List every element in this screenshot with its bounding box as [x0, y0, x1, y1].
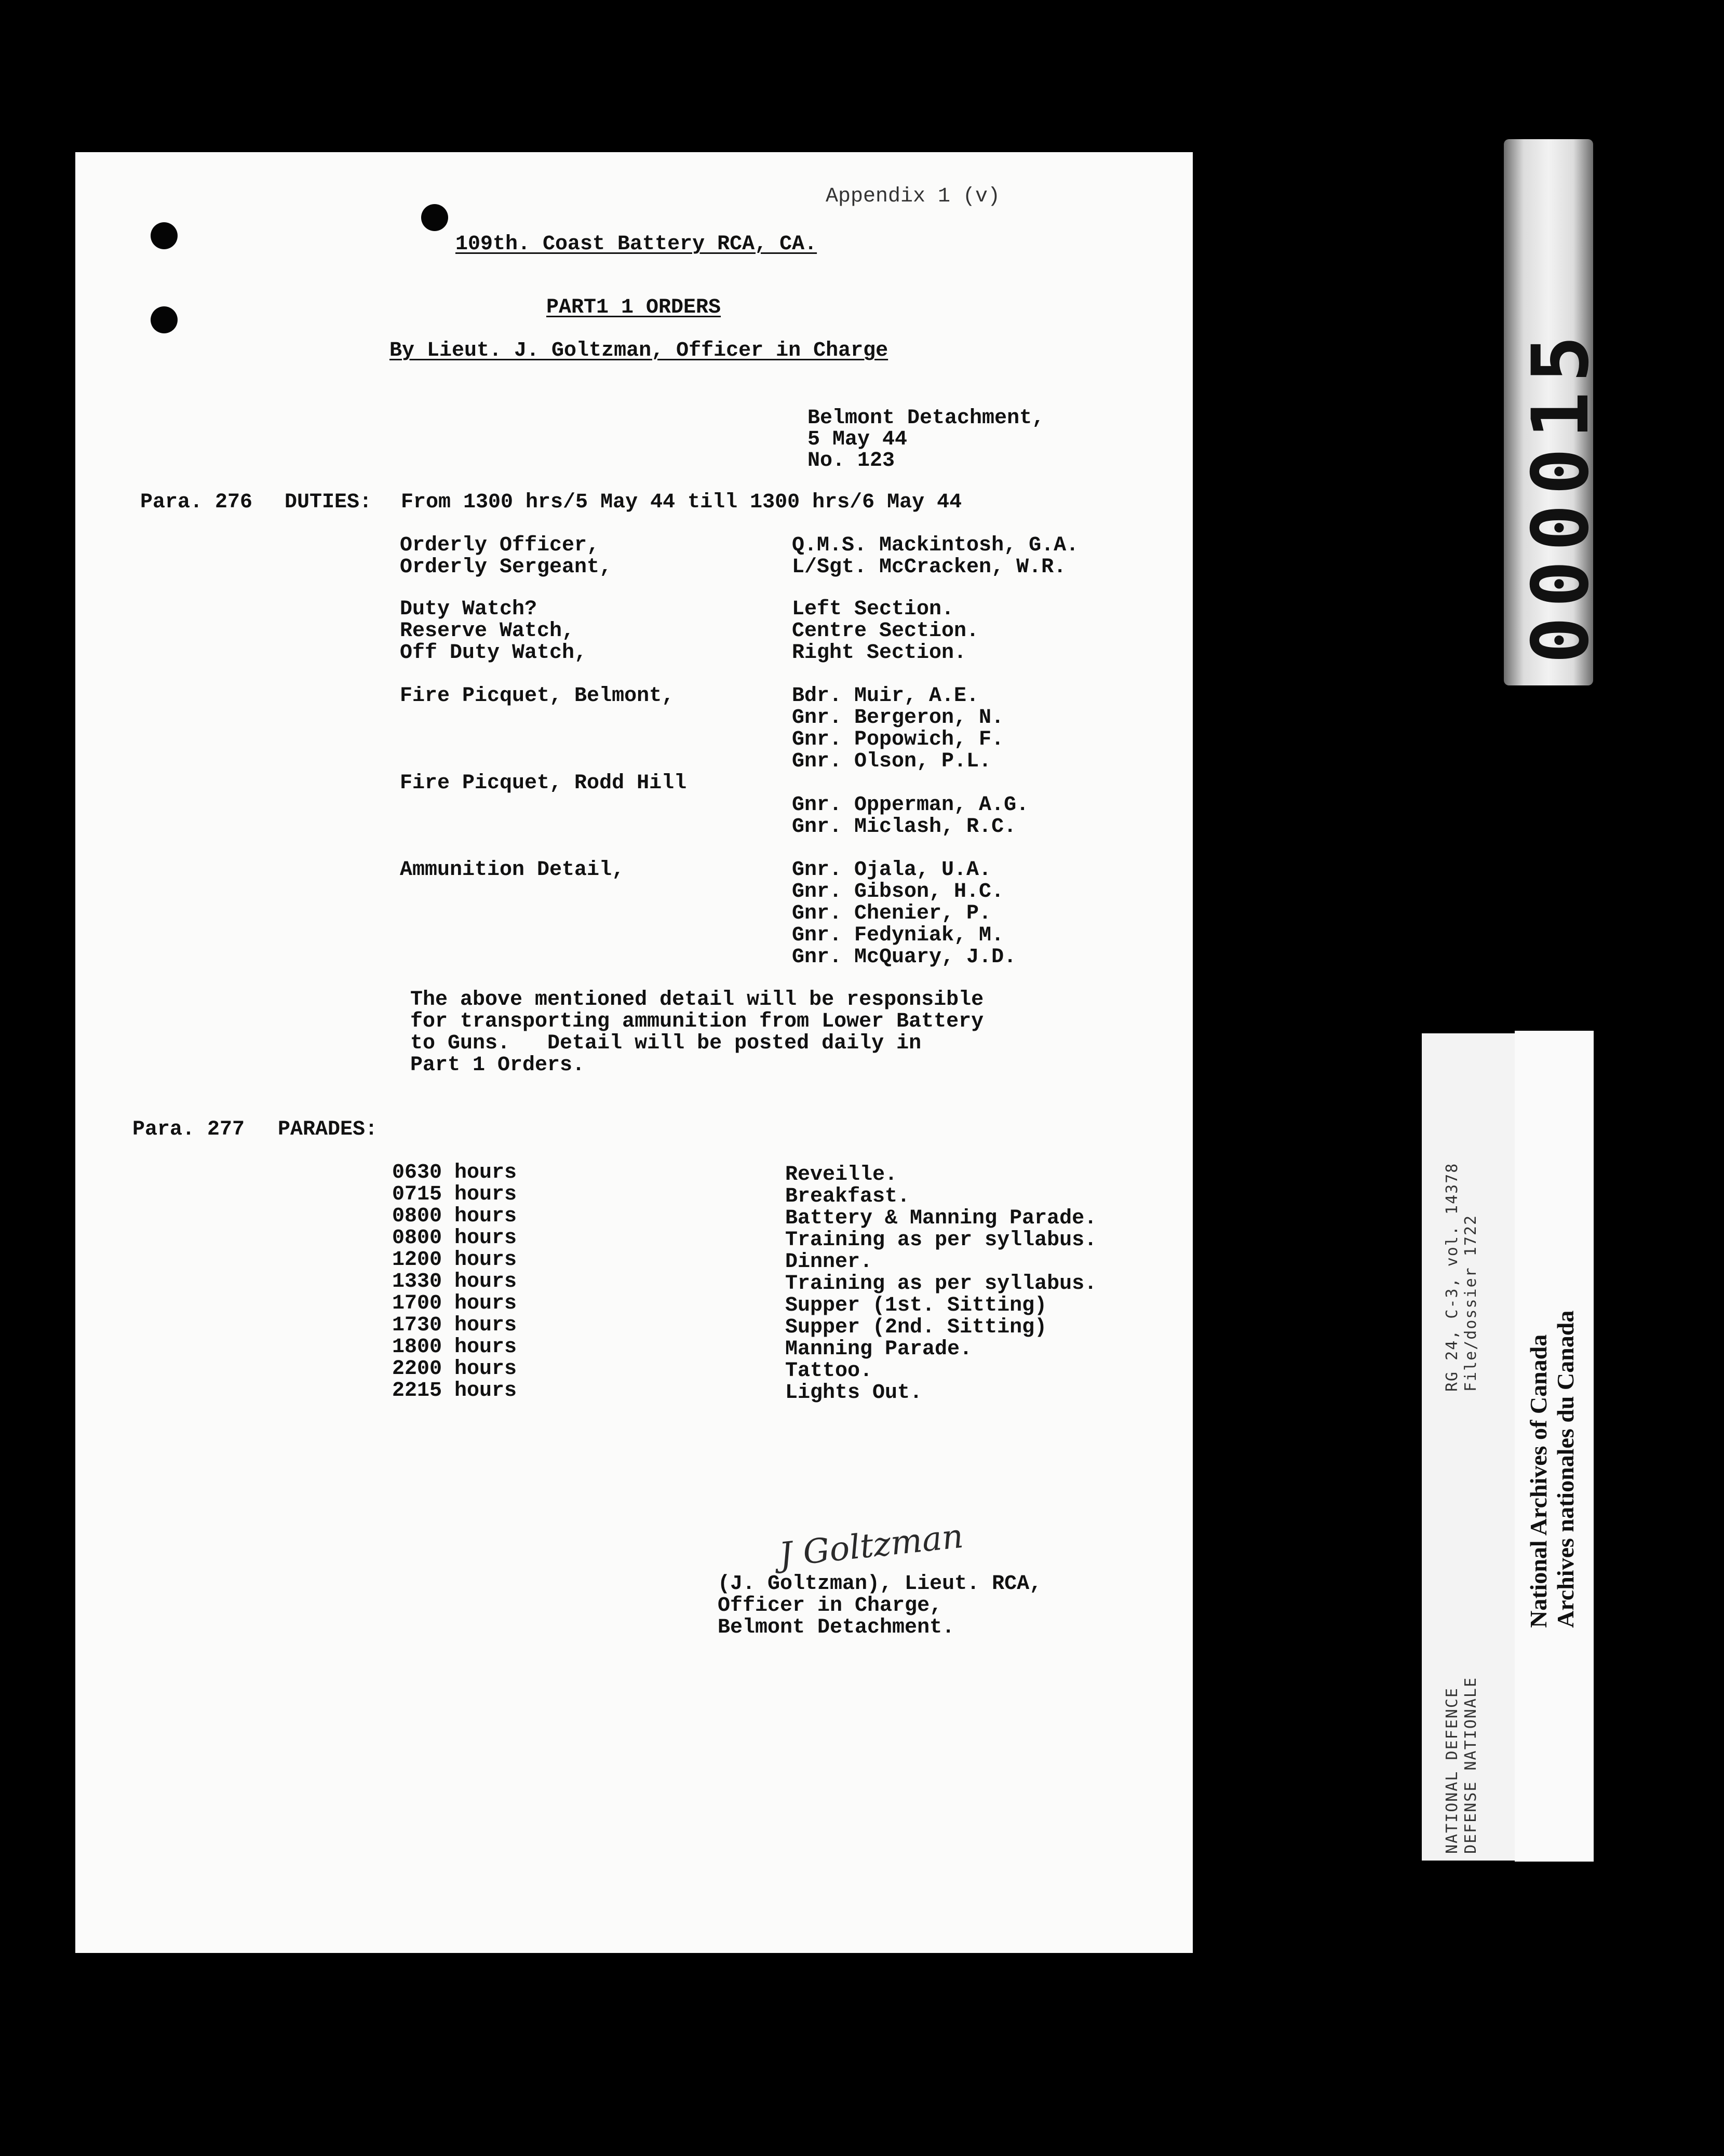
archive-file: File/dossier 1722	[1462, 1214, 1480, 1392]
detail-note: to Guns. Detail will be posted daily in	[410, 1032, 922, 1055]
issued-by: By Lieut. J. Goltzman, Officer in Charge	[389, 339, 888, 362]
parade-event: Supper (2nd. Sitting)	[785, 1316, 1047, 1339]
para-276-label: Para. 276	[140, 491, 253, 514]
duty-assignee: L/Sgt. McCracken, W.R.	[792, 556, 1067, 579]
duties-heading: DUTIES:	[285, 491, 372, 514]
archive-reference: RG 24, C-3, vol. 14378	[1443, 1162, 1461, 1392]
punch-hole	[151, 222, 178, 249]
frame-number-strip	[1504, 139, 1606, 685]
detachment-date: 5 May 44	[807, 428, 908, 451]
parade-event: Reveille.	[785, 1163, 898, 1187]
duty-assignee: Gnr. Chenier, P.	[792, 902, 992, 925]
parade-time: 1800 hours	[392, 1336, 517, 1359]
parade-event: Dinner.	[785, 1250, 873, 1274]
duty-assignee: Q.M.S. Mackintosh, G.A.	[792, 534, 1079, 557]
detail-note: for transporting ammunition from Lower Battery	[410, 1010, 984, 1033]
duty-assignee: Bdr. Muir, A.E.	[792, 684, 979, 708]
parade-time: 2200 hours	[392, 1357, 517, 1381]
parade-time: 1200 hours	[392, 1248, 517, 1272]
handwritten-signature: J Goltzman	[777, 1517, 965, 1575]
duty-role: Ammunition Detail,	[400, 858, 625, 882]
duty-assignee: Left Section.	[792, 598, 954, 621]
parade-event: Breakfast.	[785, 1185, 910, 1208]
duty-assignee: Gnr. Ojala, U.A.	[792, 858, 992, 882]
duty-assignee: Gnr. Olson, P.L.	[792, 750, 992, 773]
duty-role: Orderly Sergeant,	[400, 556, 612, 579]
detachment-name: Belmont Detachment,	[807, 407, 1045, 430]
archives-name-en: National Archives of Canada	[1525, 1334, 1552, 1628]
duty-role: Fire Picquet, Belmont,	[400, 684, 675, 708]
parade-event: Training as per syllabus.	[785, 1229, 1097, 1252]
parade-time: 0630 hours	[392, 1161, 517, 1184]
orders-title: PART1 1 ORDERS	[546, 296, 721, 319]
duty-assignee: Gnr. Miclash, R.C.	[792, 815, 1017, 839]
parade-event: Training as per syllabus.	[785, 1272, 1097, 1296]
archives-name-fr: Archives nationales du Canada	[1552, 1310, 1579, 1628]
parade-event: Battery & Manning Parade.	[785, 1207, 1097, 1230]
duty-assignee: Right Section.	[792, 641, 967, 665]
duty-role: Duty Watch?	[400, 598, 537, 621]
signature-line: Officer in Charge,	[718, 1594, 942, 1618]
frame-number: 000015	[1516, 326, 1606, 664]
duty-assignee: Gnr. Opperman, A.G.	[792, 793, 1029, 817]
punch-hole	[421, 204, 448, 231]
parade-time: 0715 hours	[392, 1183, 517, 1206]
duty-role: Fire Picquet, Rodd Hill	[400, 772, 687, 795]
parade-event: Supper (1st. Sitting)	[785, 1294, 1047, 1317]
parade-time: 1730 hours	[392, 1314, 517, 1337]
parade-time: 0800 hours	[392, 1205, 517, 1228]
archive-reference-label	[1422, 1033, 1515, 1861]
parade-time: 0800 hours	[392, 1227, 517, 1250]
signature-line: Belmont Detachment.	[718, 1616, 955, 1639]
defence-fr: DEFENSE NATIONALE	[1462, 1676, 1480, 1854]
duty-assignee: Gnr. Fedyniak, M.	[792, 924, 1004, 947]
order-number: No. 123	[807, 449, 895, 473]
punch-hole	[151, 306, 178, 333]
duty-role: Orderly Officer,	[400, 534, 600, 557]
duty-period: From 1300 hrs/5 May 44 till 1300 hrs/6 May 44	[401, 491, 962, 514]
para-277-label: Para. 277	[132, 1118, 245, 1141]
duty-role: Reserve Watch,	[400, 619, 575, 643]
parade-time: 2215 hours	[392, 1379, 517, 1403]
signature-line: (J. Goltzman), Lieut. RCA,	[718, 1572, 1042, 1596]
detail-note: Part 1 Orders.	[410, 1054, 585, 1077]
parade-event: Lights Out.	[785, 1381, 923, 1405]
detail-note: The above mentioned detail will be responsible	[410, 988, 984, 1012]
parades-heading: PARADES:	[278, 1118, 378, 1141]
duty-assignee: Centre Section.	[792, 619, 979, 643]
duty-assignee: Gnr. McQuary, J.D.	[792, 946, 1017, 969]
defence-en: NATIONAL DEFENCE	[1443, 1687, 1461, 1854]
duty-role: Off Duty Watch,	[400, 641, 587, 665]
duty-assignee: Gnr. Gibson, H.C.	[792, 880, 1004, 904]
appendix-label: Appendix 1 (v)	[826, 185, 1001, 208]
duty-assignee: Gnr. Popowich, F.	[792, 728, 1004, 751]
duty-assignee: Gnr. Bergeron, N.	[792, 706, 1004, 730]
unit-title: 109th. Coast Battery RCA, CA.	[455, 233, 817, 256]
parade-event: Tattoo.	[785, 1359, 873, 1383]
archives-canada-label	[1515, 1031, 1594, 1862]
parade-time: 1330 hours	[392, 1270, 517, 1293]
parade-event: Manning Parade.	[785, 1338, 973, 1361]
parade-time: 1700 hours	[392, 1292, 517, 1315]
